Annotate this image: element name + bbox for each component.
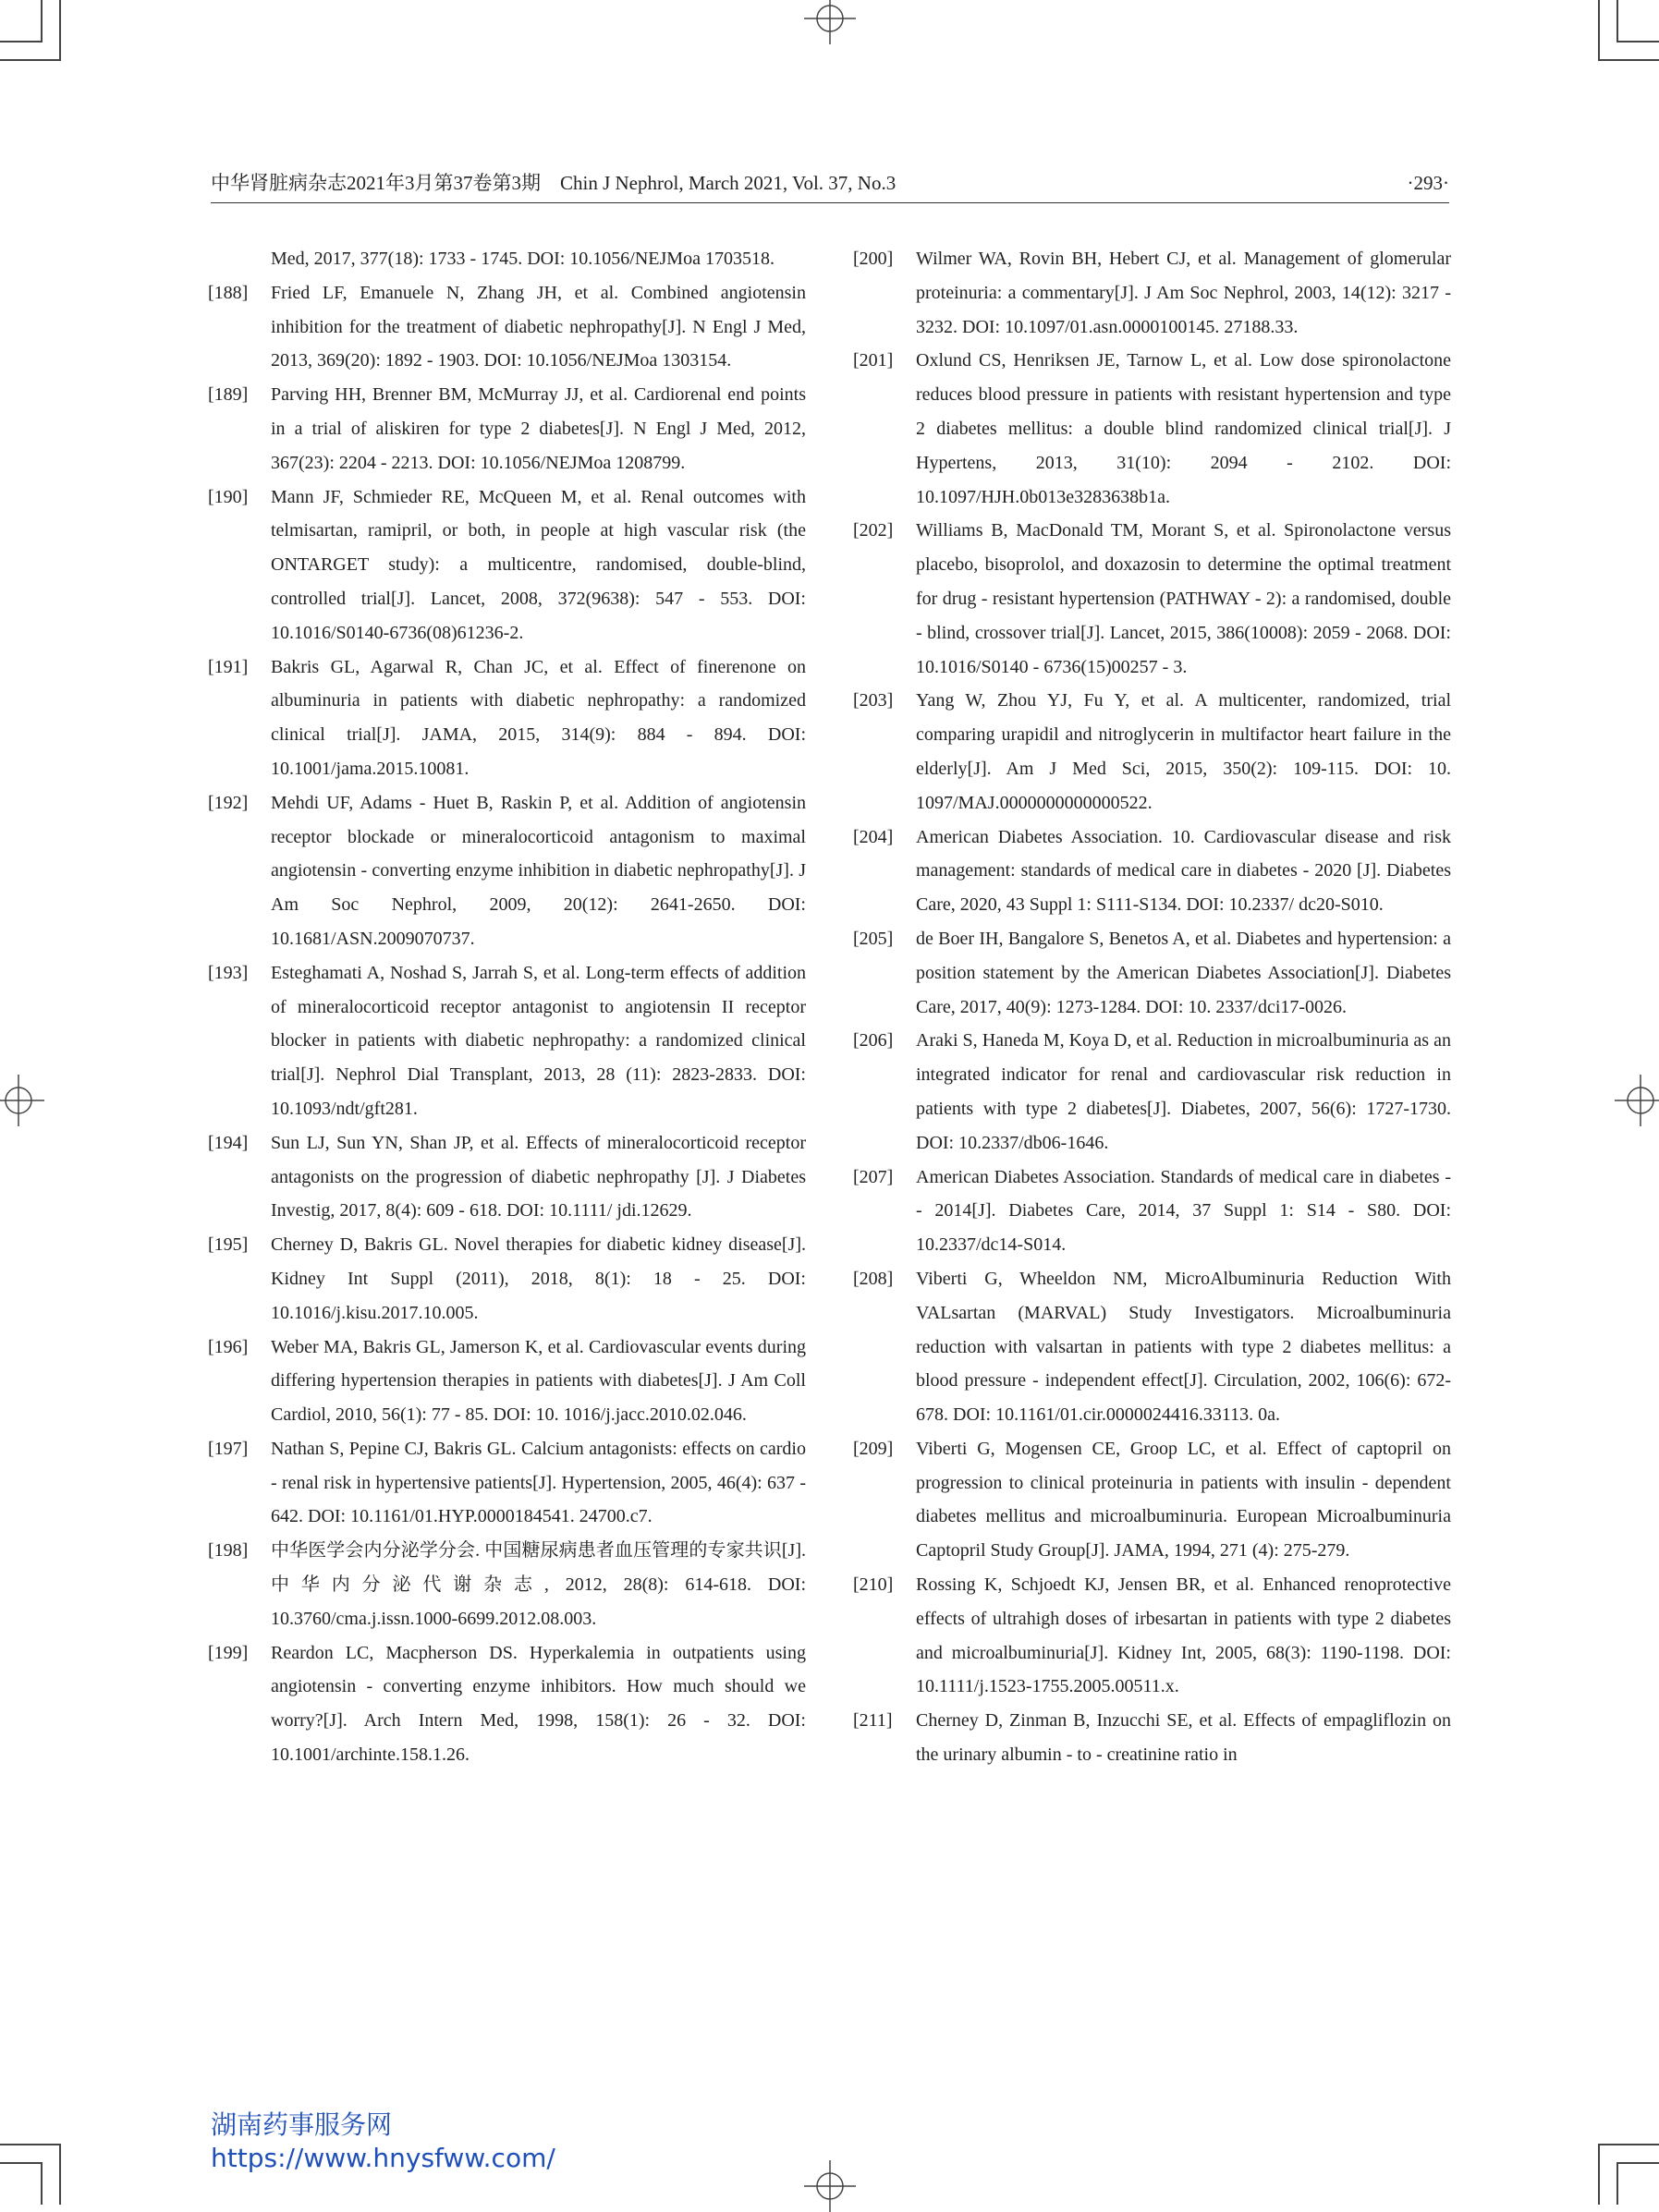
reference-number: [196] [208,1336,249,1357]
reference-number: [203] [853,690,894,711]
reference-text: Viberti G, Mogensen CE, Groop LC, et al. Effect of captopril on progression to clinical proteinuria in patients with insulin - dependent diabetes mellitus and microalbuminuria. European Microalbuminuria Captopril Study Group[J]. JAMA, 1994, 271 (4): 275-279. [916,1438,1451,1562]
reference-text: American Diabetes Association. 10. Cardiovascular disease and risk management: standards of medical care in diabetes - 2020 [J]. Diabetes Care, 2020, 43 Suppl 1: S111-S134. DOI: 10.2337/ dc20-S010. [916,826,1451,916]
reference-text: Reardon LC, Macpherson DS. Hyperkalemia in outpatients using angiotensin - converting enzyme inhibitors. How much should we worry?[J]. Arch Intern Med, 1998, 158(1): 26 - 32. DOI: 10.1001/archinte.158.1.26. [271,1642,806,1766]
reference-number: [204] [853,826,894,847]
crop-mark [59,2144,61,2205]
crop-mark [1598,0,1600,61]
reference-item [853,1432,1451,1568]
crop-mark [1616,0,1618,43]
reference-number: [210] [853,1574,894,1596]
reference-number: [205] [853,928,894,949]
reference-item [208,1126,806,1228]
crop-mark [1598,2144,1600,2205]
reference-text: Med, 2017, 377(18): 1733 - 1745. DOI: 10.1056/NEJMoa 1703518. [271,249,775,269]
crop-mark [1598,2144,1659,2145]
registration-mark-icon [0,1075,44,1126]
reference-number: [202] [853,520,894,541]
reference-number: [207] [853,1166,894,1187]
reference-number: [192] [208,792,249,813]
reference-number: [195] [208,1234,249,1256]
reference-item [208,276,806,378]
reference-item [208,786,806,956]
reference-text: Wilmer WA, Rovin BH, Hebert CJ, et al. Management of glomerular proteinuria: a commentary[J]. J Am Soc Nephrol, 2003, 14(12): 3217 - 3232. DOI: 10.1097/01.asn.0000100145. 27188.33. [916,249,1451,337]
reference-item [853,344,1451,514]
reference-number: [194] [208,1132,249,1153]
crop-mark [41,2162,43,2205]
reference-text: Esteghamati A, Noshad S, Jarrah S, et al. Long-term effects of addition of mineralocorticoid receptor antagonist to angiotensin II receptor blocker in patients with diabetic nephropathy: a randomized clinical trial[J]. Nephrol Dial Transplant, 2013, 28 (11): 2823-2833. DOI: 10.1093/ndt/gft281. [271,962,806,1119]
reference-item [853,1024,1451,1160]
reference-item [853,684,1451,820]
reference-item [853,820,1451,922]
reference-item [853,1262,1451,1432]
reference-number: [201] [853,350,894,371]
footer-site-name: 湖南药事服务网 [211,2109,393,2140]
crop-mark [0,2144,61,2145]
page-number: ·293· [1407,172,1449,194]
reference-text: Williams B, MacDonald TM, Morant S, et al. Spironolactone versus placebo, bisoprolol, and doxazosin to determine the optimal treatment for drug - resistant hypertension (PATHWAY - 2): a randomised, double - blind, crossover trial[J]. Lancet, 2015, 386(10008): 2059 - 2068. DOI: 10.1016/S0140 - 6736(15)00257 - 3. [916,520,1451,677]
reference-text: Viberti G, Wheeldon NM, MicroAlbuminuria Reduction With VALsartan (MARVAL) Study Investigators. Microalbuminuria reduction with valsartan in patients with type 2 diabetes mellitus: a blood pressure - independent effect[J]. Circulation, 2002, 106(6): 672-678. DOI: 10.1161/01.cir.0000024416.33113. 0a. [916,1268,1451,1426]
reference-number: [209] [853,1438,894,1459]
reference-text: de Boer IH, Bangalore S, Benetos A, et al. Diabetes and hypertension: a position statement by the American Diabetes Association[J]. Diabetes Care, 2017, 40(9): 1273-1284. DOI: 10. 2337/dci17-0026. [916,928,1451,1017]
reference-number: [198] [208,1540,249,1562]
reference-text: Fried LF, Emanuele N, Zhang JH, et al. Combined angiotensin inhibition for the treatment of diabetic nephropathy[J]. N Engl J Med, 2013, 369(20): 1892 - 1903. DOI: 10.1056/NEJMoa 1303154. [271,282,806,371]
footer-site-url[interactable]: https://www.hnysfww.com/ [211,2143,555,2173]
reference-item [208,1636,806,1772]
running-header [211,169,1449,203]
reference-text: Mann JF, Schmieder RE, McQueen M, et al. Renal outcomes with telmisartan, ramipril, or both, in people at high vascular risk (the ONTARGET study): a multicentre, randomised, double-blind, controlled trial[J]. Lancet, 2008, 372(9638): 547 - 553. DOI: 10.1016/S0140-6736(08)61236-2. [271,486,806,643]
crop-mark [0,59,61,61]
reference-item [853,514,1451,684]
crop-mark [59,0,61,61]
reference-number: [197] [208,1438,249,1459]
reference-item [208,650,806,786]
reference-item [853,1161,1451,1262]
crop-mark [41,0,43,43]
reference-item [208,1432,806,1534]
reference-text: Mehdi UF, Adams - Huet B, Raskin P, et al. Addition of angiotensin receptor blockade or mineralocorticoid antagonism to maximal angiotensin - converting enzyme inhibition in diabetic nephropathy[J]. J Am Soc Nephrol, 2009, 20(12): 2641-2650. DOI: 10.1681/ASN.2009070737. [271,792,806,949]
reference-text: Parving HH, Brenner BM, McMurray JJ, et al. Cardiorenal end points in a trial of aliskiren for type 2 diabetes[J]. N Engl J Med, 2012, 367(23): 2204 - 2213. DOI: 10.1056/NEJMoa 1208799. [271,384,806,473]
crop-mark [1616,2162,1659,2164]
reference-number: [189] [208,384,249,406]
reference-text: Bakris GL, Agarwal R, Chan JC, et al. Effect of finerenone on albuminuria in patients with diabetic nephropathy: a randomized clinical trial[J]. JAMA, 2015, 314(9): 884 - 894. DOI: 10.1001/jama.2015.10081. [271,656,806,779]
reference-text: Weber MA, Bakris GL, Jamerson K, et al. Cardiovascular events during differing hypertension therapies in patients with diabetes[J]. J Am Coll Cardiol, 2010, 56(1): 77 - 85. DOI: 10. 1016/j.jacc.2010.02.046. [271,1336,806,1426]
reference-item [208,242,806,276]
reference-item [208,480,806,650]
reference-number: [188] [208,282,249,303]
reference-number: [206] [853,1030,894,1051]
reference-number: [193] [208,962,249,983]
reference-text: Yang W, Zhou YJ, Fu Y, et al. A multicenter, randomized, trial comparing urapidil and nitroglycerin in multifactor heart failure in the elderly[J]. Am J Med Sci, 2015, 350(2): 109-115. DOI: 10. 1097/MAJ.0000000000000522. [916,690,1451,813]
reference-text: Rossing K, Schjoedt KJ, Jensen BR, et al. Enhanced renoprotective effects of ultrahigh doses of irbesartan in patients with type 2 diabetes and microalbuminuria[J]. Kidney Int, 2005, 68(3): 1190-1198. DOI: 10.1111/j.1523-1755.2005.00511.x. [916,1574,1451,1697]
reference-item [853,242,1451,344]
reference-item [208,1534,806,1635]
reference-text: 中华医学会内分泌学分会. 中国糖尿病患者血压管理的专家共识[J]. 中华内分泌代谢杂志, 2012, 28(8): 614-618. DOI: 10.3760/cma.j.issn.1000-6699.2012.08.003. [271,1540,806,1629]
registration-mark-icon [1615,1075,1659,1126]
reference-item [853,1568,1451,1704]
reference-text: Nathan S, Pepine CJ, Bakris GL. Calcium antagonists: effects on cardio - renal risk in hypertensive patients[J]. Hypertension, 2005, 46(4): 637 - 642. DOI: 10.1161/01.HYP.0000184541. 24700.c7. [271,1438,806,1527]
reference-number: [208] [853,1268,894,1289]
reference-text: Sun LJ, Sun YN, Shan JP, et al. Effects of mineralocorticoid receptor antagonists on the progression of diabetic nephropathy [J]. J Diabetes Investig, 2017, 8(4): 609 - 618. DOI: 10.1111/ jdi.12629. [271,1132,806,1221]
crop-mark [1616,2162,1618,2205]
reference-number: [211] [853,1710,893,1732]
reference-text: Araki S, Haneda M, Koya D, et al. Reduction in microalbuminuria as an integrated indicator for renal and cardiovascular risk reduction in patients with type 2 diabetes[J]. Diabetes, 2007, 56(6): 1727-1730. DOI: 10.2337/db06-1646. [916,1030,1451,1153]
reference-text: Cherney D, Zinman B, Inzucchi SE, et al. Effects of empagliflozin on the urinary albumin - to - creatinine ratio in [916,1710,1451,1766]
footer-watermark [211,2109,555,2175]
reference-number: [199] [208,1642,249,1663]
reference-text: Oxlund CS, Henriksen JE, Tarnow L, et al. Low dose spironolactone reduces blood pressure in patients with resistant hypertension and type 2 diabetes mellitus: a double blind randomized clinical trial[J]. J Hypertens, 2013, 31(10): 2094 - 2102. DOI: 10.1097/HJH.0b013e3283638b1a. [916,350,1451,507]
reference-item [208,1228,806,1330]
journal-citation: 中华肾脏病杂志2021年3月第37卷第3期 Chin J Nephrol, March 2021, Vol. 37, No.3 [211,172,897,194]
crop-mark [0,41,43,43]
reference-number: [191] [208,656,249,677]
reference-text: American Diabetes Association. Standards of medical care in diabetes - - 2014[J]. Diabetes Care, 2014, 37 Suppl 1: S14 - S80. DOI: 10.2337/dc14-S014. [916,1166,1451,1256]
reference-item [208,378,806,480]
reference-text: Cherney D, Bakris GL. Novel therapies for diabetic kidney disease[J]. Kidney Int Suppl (2011), 2018, 8(1): 18 - 25. DOI: 10.1016/j.kisu.2017.10.005. [271,1234,806,1323]
crop-mark [1598,59,1659,61]
reference-column-left [208,242,806,1772]
reference-number: [190] [208,486,249,507]
reference-item [853,1704,1451,1772]
reference-item [853,922,1451,1024]
reference-column-right [853,242,1451,1772]
reference-item [208,956,806,1126]
crop-mark [1616,41,1659,43]
reference-number: [200] [853,249,894,269]
crop-mark [0,2162,43,2164]
reference-item [208,1331,806,1432]
registration-mark-icon [804,0,856,44]
